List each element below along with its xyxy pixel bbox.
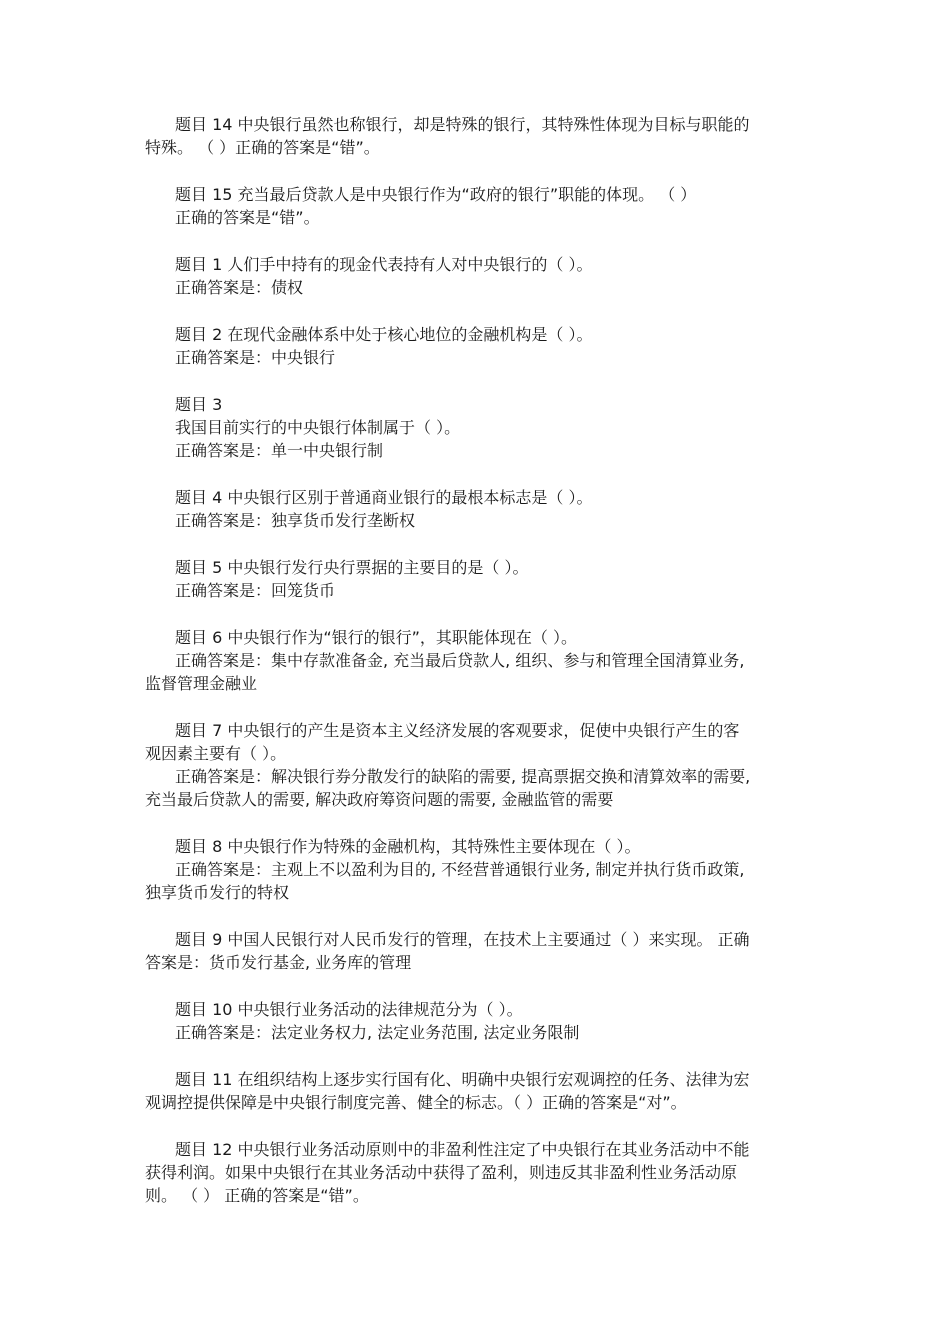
question-list [145, 113, 805, 1231]
question-item [145, 486, 805, 532]
question-text: 题目 11 在组织结构上逐步实行国有化、明确中央银行宏观调控的任务、法律为宏 [175, 1070, 750, 1089]
question-line: 答案是：货币发行基金, 业务库的管理 [145, 953, 412, 972]
question-line: 正确答案是：回笼货币 [175, 581, 336, 600]
question-item [145, 556, 805, 602]
question-text: 题目 10 中央银行业务活动的法律规范分为（ ）。 [175, 1000, 523, 1019]
question-text: 题目 1 人们手中持有的现金代表持有人对中央银行的（ ）。 [175, 255, 593, 274]
question-text: 题目 7 中央银行的产生是资本主义经济发展的客观要求，促使中央银行产生的客 [175, 721, 740, 740]
question-line: 监督管理金融业 [145, 674, 258, 693]
question-line: 独享货币发行的特权 [145, 883, 290, 902]
question-line: 正确答案是：解决银行券分散发行的缺陷的需要, 提高票据交换和清算效率的需要, [175, 767, 751, 786]
question-line: 正确的答案是“错”。 [175, 208, 320, 227]
question-text: 题目 4 中央银行区别于普通商业银行的最根本标志是（ ）。 [175, 488, 593, 507]
question-text: 题目 2 在现代金融体系中处于核心地位的金融机构是（ ）。 [175, 325, 593, 344]
question-text: 题目 6 中央银行作为“银行的银行”，其职能体现在（ ）。 [175, 628, 578, 647]
question-line: 正确答案是：独享货币发行垄断权 [175, 511, 416, 530]
question-line: 正确答案是：法定业务权力, 法定业务范围, 法定业务限制 [175, 1023, 580, 1042]
question-item [145, 1068, 805, 1114]
question-line: 正确答案是：单一中央银行制 [175, 441, 384, 460]
question-line: 观调控提供保障是中央银行制度完善、健全的标志。（ ）正确的答案是“对”。 [145, 1093, 687, 1112]
question-line: 充当最后贷款人的需要, 解决政府筹资问题的需要, 金融监管的需要 [145, 790, 614, 809]
question-line: 正确答案是：集中存款准备金, 充当最后贷款人, 组织、参与和管理全国清算业务, [175, 651, 745, 670]
question-line: 特殊。 （ ）正确的答案是“错”。 [145, 138, 380, 157]
question-text: 题目 12 中央银行业务活动原则中的非盈利性注定了中央银行在其业务活动中不能 [175, 1140, 750, 1159]
question-line: 正确答案是：主观上不以盈利为目的, 不经营普通银行业务, 制定并执行货币政策, [175, 860, 745, 879]
question-line: 观因素主要有（ ）。 [145, 744, 287, 763]
question-text: 题目 3 [175, 395, 223, 414]
question-item [145, 928, 805, 974]
question-item [145, 835, 805, 904]
question-text: 题目 8 中央银行作为特殊的金融机构，其特殊性主要体现在（ ）。 [175, 837, 641, 856]
question-line: 正确答案是：中央银行 [175, 348, 336, 367]
question-line: 正确答案是：债权 [175, 278, 304, 297]
question-text: 题目 14 中央银行虽然也称银行，却是特殊的银行，其特殊性体现为目标与职能的 [175, 115, 750, 134]
question-text: 题目 15 充当最后贷款人是中央银行作为“政府的银行”职能的体现。 （ ） [175, 185, 697, 204]
question-item [145, 113, 805, 159]
question-item [145, 253, 805, 299]
question-line: 则。 （ ） 正确的答案是“错”。 [145, 1186, 369, 1205]
question-item [145, 1138, 805, 1207]
question-item [145, 393, 805, 462]
question-text: 题目 5 中央银行发行央行票据的主要目的是（ ）。 [175, 558, 529, 577]
question-text: 题目 9 中国人民银行对人民币发行的管理，在技术上主要通过（ ）来实现。 正确 [175, 930, 750, 949]
question-item [145, 323, 805, 369]
question-item [145, 626, 805, 695]
question-item [145, 998, 805, 1044]
question-line: 获得利润。如果中央银行在其业务活动中获得了盈利，则违反其非盈利性业务活动原 [145, 1163, 738, 1182]
question-item [145, 719, 805, 811]
question-item [145, 183, 805, 229]
question-line: 我国目前实行的中央银行体制属于（ ）。 [175, 418, 461, 437]
